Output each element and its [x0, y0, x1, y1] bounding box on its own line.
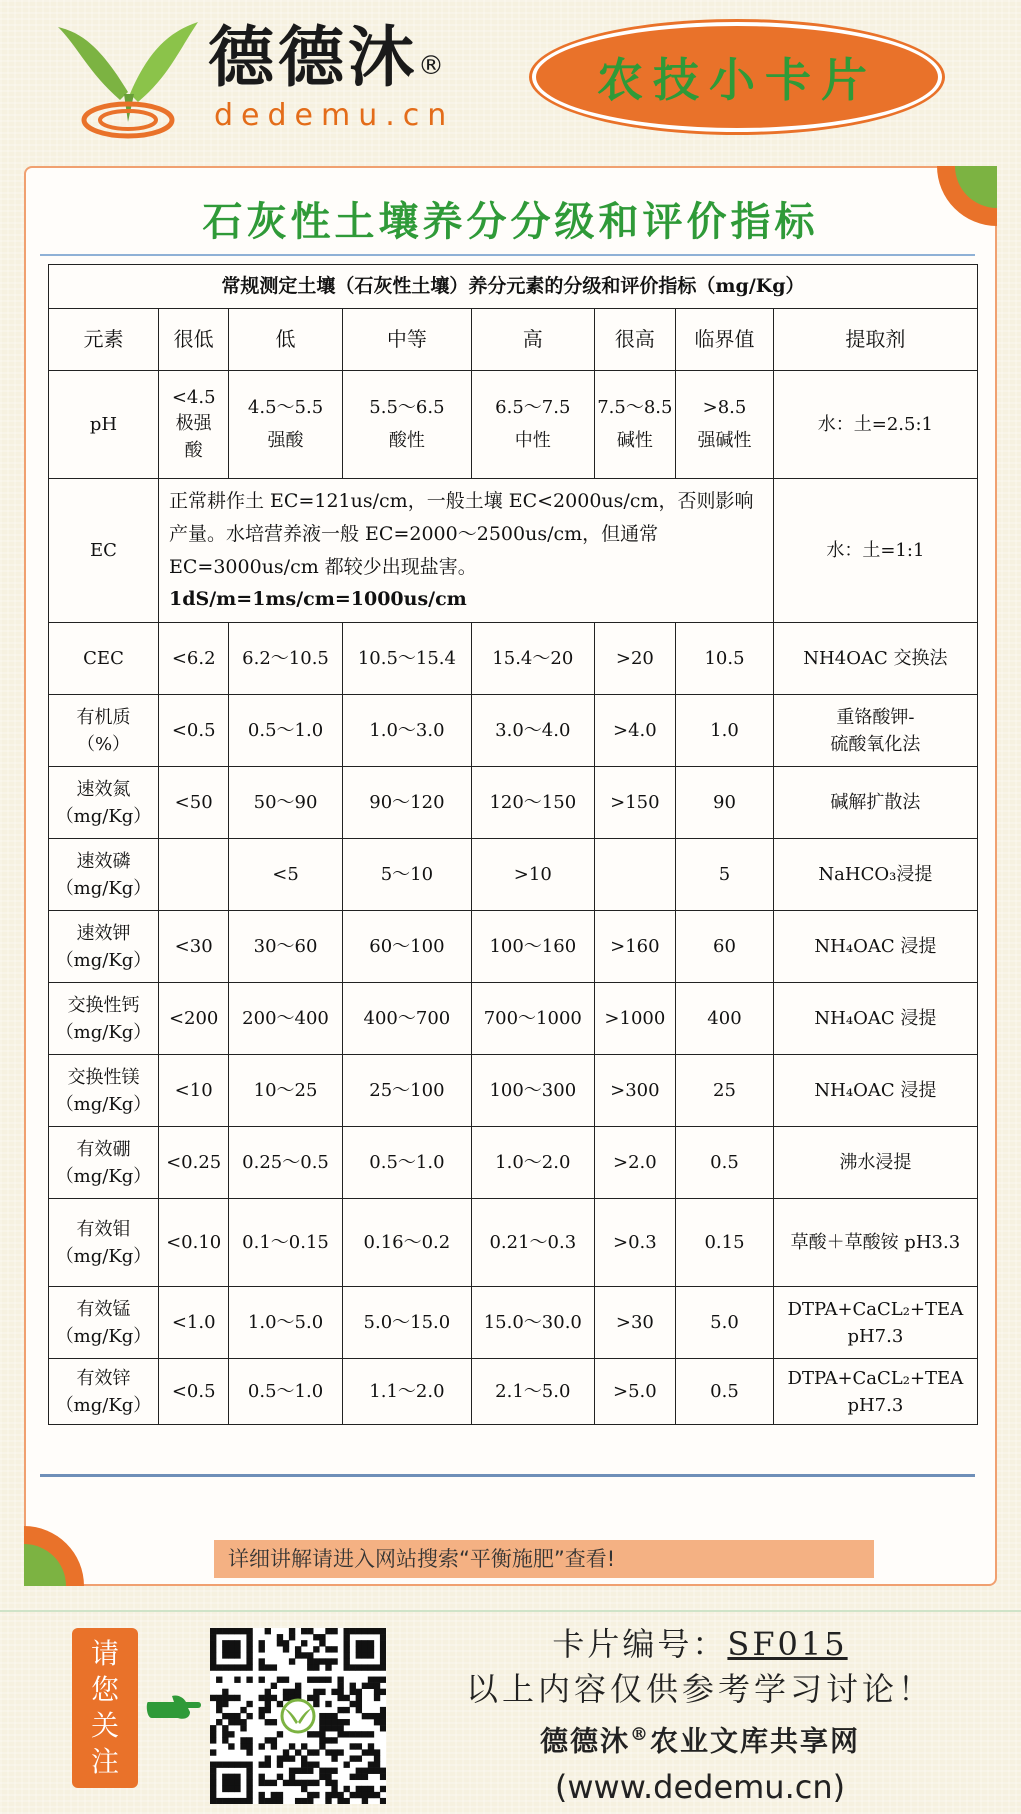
extractant-cell: 水：土=1:1	[773, 479, 977, 623]
value-cell: 25	[676, 1055, 774, 1127]
value-cell: 700～1000	[472, 983, 595, 1055]
value-cell: 1.0～2.0	[472, 1127, 595, 1199]
value-cell: <30	[159, 911, 229, 983]
value-cell: 0.15	[676, 1199, 774, 1287]
value-cell: >300	[594, 1055, 676, 1127]
value-cell: 100～300	[472, 1055, 595, 1127]
site-name: 德德沐®农业文库共享网	[539, 1724, 861, 1758]
value-cell: 0.5	[676, 1359, 774, 1425]
table-row	[49, 839, 978, 911]
column-header: 很低	[159, 309, 229, 371]
qr-code[interactable]	[210, 1628, 386, 1804]
value-cell: 60	[676, 911, 774, 983]
value-cell: 1.0～3.0	[342, 695, 471, 767]
site-url[interactable]: (www.dedemu.cn)	[554, 1768, 846, 1807]
value-cell: >4.0	[594, 695, 676, 767]
value-cell: 1.0	[676, 695, 774, 767]
table-row	[49, 1287, 978, 1359]
value-cell: 100～160	[472, 911, 595, 983]
info-card	[24, 166, 997, 1586]
value-cell: <10	[159, 1055, 229, 1127]
value-cell: 5～10	[342, 839, 471, 911]
element-cell: pH	[49, 371, 159, 479]
value-cell: >160	[594, 911, 676, 983]
value-cell: 400～700	[342, 983, 471, 1055]
column-header: 元素	[49, 309, 159, 371]
extractant-cell: 草酸＋草酸铵 pH3.3	[773, 1199, 977, 1287]
value-cell: 6.2～10.5	[229, 623, 342, 695]
brand-name: 德德沐®	[208, 19, 448, 96]
value-cell: 25～100	[342, 1055, 471, 1127]
value-cell: 0.1～0.15	[229, 1199, 342, 1287]
element-cell: 交换性钙 （mg/Kg）	[49, 983, 159, 1055]
value-cell: 4.5～5.5 强酸	[229, 371, 342, 479]
element-cell: 速效磷 （mg/Kg）	[49, 839, 159, 911]
value-cell: 5.0～15.0	[342, 1287, 471, 1359]
value-cell	[159, 839, 229, 911]
column-header: 中等	[342, 309, 471, 371]
extractant-cell: 碱解扩散法	[773, 767, 977, 839]
extractant-cell: NH4OAC 交换法	[773, 623, 977, 695]
value-cell: 5.5～6.5 酸性	[342, 371, 471, 479]
follow-label-char: 注	[90, 1745, 119, 1778]
table-row	[49, 623, 978, 695]
value-cell: 0.5～1.0	[342, 1127, 471, 1199]
card-type-badge	[532, 22, 942, 132]
follow-label-char: 请	[90, 1637, 119, 1670]
value-cell: 10.5～15.4	[342, 623, 471, 695]
table-row	[49, 1055, 978, 1127]
table-row	[49, 1199, 978, 1287]
value-cell: <1.0	[159, 1287, 229, 1359]
column-header: 提取剂	[773, 309, 977, 371]
table-row-ec	[49, 479, 978, 623]
value-cell: 7.5～8.5 碱性	[594, 371, 676, 479]
brand-url: dedemu.cn	[214, 98, 455, 133]
value-cell: 0.5	[676, 1127, 774, 1199]
value-cell: <5	[229, 839, 342, 911]
extractant-cell: 重铬酸钾- 硫酸氧化法	[773, 695, 977, 767]
value-cell: 1.1～2.0	[342, 1359, 471, 1425]
extractant-cell: 水：土=2.5:1	[773, 371, 977, 479]
element-cell: 交换性镁 （mg/Kg）	[49, 1055, 159, 1127]
value-cell: 0.16～0.2	[342, 1199, 471, 1287]
table-row	[49, 1127, 978, 1199]
value-cell: >8.5 强碱性	[676, 371, 774, 479]
follow-label	[72, 1628, 138, 1788]
value-cell: 30～60	[229, 911, 342, 983]
column-header: 临界值	[676, 309, 774, 371]
column-header: 高	[472, 309, 595, 371]
ec-description	[159, 479, 774, 623]
value-cell: 0.5～1.0	[229, 1359, 342, 1425]
value-cell: 200～400	[229, 983, 342, 1055]
value-cell: >150	[594, 767, 676, 839]
value-cell: >0.3	[594, 1199, 676, 1287]
value-cell: 5	[676, 839, 774, 911]
element-cell: CEC	[49, 623, 159, 695]
value-cell: 400	[676, 983, 774, 1055]
value-cell: 5.0	[676, 1287, 774, 1359]
divider	[40, 254, 975, 256]
divider	[0, 1610, 1021, 1612]
extractant-cell: 沸水浸提	[773, 1127, 977, 1199]
table-row	[49, 983, 978, 1055]
element-cell: 有机质 （%）	[49, 695, 159, 767]
table-header-row	[49, 309, 978, 371]
value-cell: <0.5	[159, 1359, 229, 1425]
value-cell: 0.25～0.5	[229, 1127, 342, 1199]
divider	[40, 1474, 975, 1477]
element-cell: 有效钼 （mg/Kg）	[49, 1199, 159, 1287]
extractant-cell: DTPA+CaCL₂+TEA pH7.3	[773, 1287, 977, 1359]
extractant-cell: NH₄OAC 浸提	[773, 983, 977, 1055]
element-cell: 有效锌 （mg/Kg）	[49, 1359, 159, 1425]
table-row	[49, 911, 978, 983]
value-cell: 120～150	[472, 767, 595, 839]
disclaimer: 以上内容仅供参考学习讨论！	[465, 1670, 934, 1708]
element-cell: 速效氮 （mg/Kg）	[49, 767, 159, 839]
corner-decoration-icon	[24, 1526, 84, 1586]
element-cell: 速效钾 （mg/Kg）	[49, 911, 159, 983]
value-cell: 15.4～20	[472, 623, 595, 695]
nutrient-table	[48, 264, 978, 1425]
extractant-cell: DTPA+CaCL₂+TEA pH7.3	[773, 1359, 977, 1425]
ec-text: 正常耕作土 EC=121us/cm，一般土壤 EC<2000us/cm，否则影响产量。水培营养液一般 EC=2000～2500us/cm，但通常 EC=3000us/cm 都较少出现盐害。	[169, 490, 754, 578]
sprout-logo-icon	[58, 22, 198, 142]
value-cell: 3.0～4.0	[472, 695, 595, 767]
value-cell: <50	[159, 767, 229, 839]
value-cell: 90～120	[342, 767, 471, 839]
badge-label: 农技小卡片	[597, 53, 877, 107]
table-row	[49, 767, 978, 839]
value-cell: <0.5	[159, 695, 229, 767]
column-header: 很高	[594, 309, 676, 371]
footer-info	[420, 1622, 980, 1810]
card-title: 石灰性土壤养分分级和评价指标	[202, 198, 819, 245]
value-cell: <200	[159, 983, 229, 1055]
table-row	[49, 1359, 978, 1425]
value-cell: >10	[472, 839, 595, 911]
value-cell: 2.1～5.0	[472, 1359, 595, 1425]
element-cell: 有效锰 （mg/Kg）	[49, 1287, 159, 1359]
extractant-cell: NH₄OAC 浸提	[773, 911, 977, 983]
column-header: 低	[229, 309, 342, 371]
element-cell: EC	[49, 479, 159, 623]
value-cell: 1.0～5.0	[229, 1287, 342, 1359]
value-cell: >1000	[594, 983, 676, 1055]
value-cell: 10.5	[676, 623, 774, 695]
value-cell: <0.10	[159, 1199, 229, 1287]
follow-label-char: 关	[90, 1709, 119, 1742]
value-cell: 10～25	[229, 1055, 342, 1127]
value-cell: 50～90	[229, 767, 342, 839]
value-cell: <0.25	[159, 1127, 229, 1199]
table-row	[49, 695, 978, 767]
pointing-hand-icon	[144, 1688, 202, 1722]
value-cell	[594, 839, 676, 911]
value-cell: >5.0	[594, 1359, 676, 1425]
card-number: 卡片编号：SF015	[552, 1625, 848, 1663]
value-cell: >30	[594, 1287, 676, 1359]
table-row-ph	[49, 371, 978, 479]
follow-label-char: 您	[90, 1673, 119, 1706]
value-cell: >2.0	[594, 1127, 676, 1199]
extractant-cell: NaHCO₃浸提	[773, 839, 977, 911]
value-cell: >20	[594, 623, 676, 695]
card-number-value: SF015	[727, 1625, 848, 1663]
search-hint-banner: 详细讲解请进入网站搜索“平衡施肥”查看!	[214, 1540, 874, 1578]
value-cell: 0.21～0.3	[472, 1199, 595, 1287]
table-caption: 常规测定土壤（石灰性土壤）养分元素的分级和评价指标（mg/Kg）	[49, 265, 978, 309]
value-cell: 90	[676, 767, 774, 839]
value-cell: 0.5～1.0	[229, 695, 342, 767]
value-cell: <4.5 极强 酸	[159, 371, 229, 479]
extractant-cell: NH₄OAC 浸提	[773, 1055, 977, 1127]
value-cell: 60～100	[342, 911, 471, 983]
ec-unit-note: 1dS/m=1ms/cm=1000us/cm	[169, 588, 467, 611]
value-cell: 15.0～30.0	[472, 1287, 595, 1359]
element-cell: 有效硼 （mg/Kg）	[49, 1127, 159, 1199]
value-cell: <6.2	[159, 623, 229, 695]
value-cell: 6.5～7.5 中性	[472, 371, 595, 479]
